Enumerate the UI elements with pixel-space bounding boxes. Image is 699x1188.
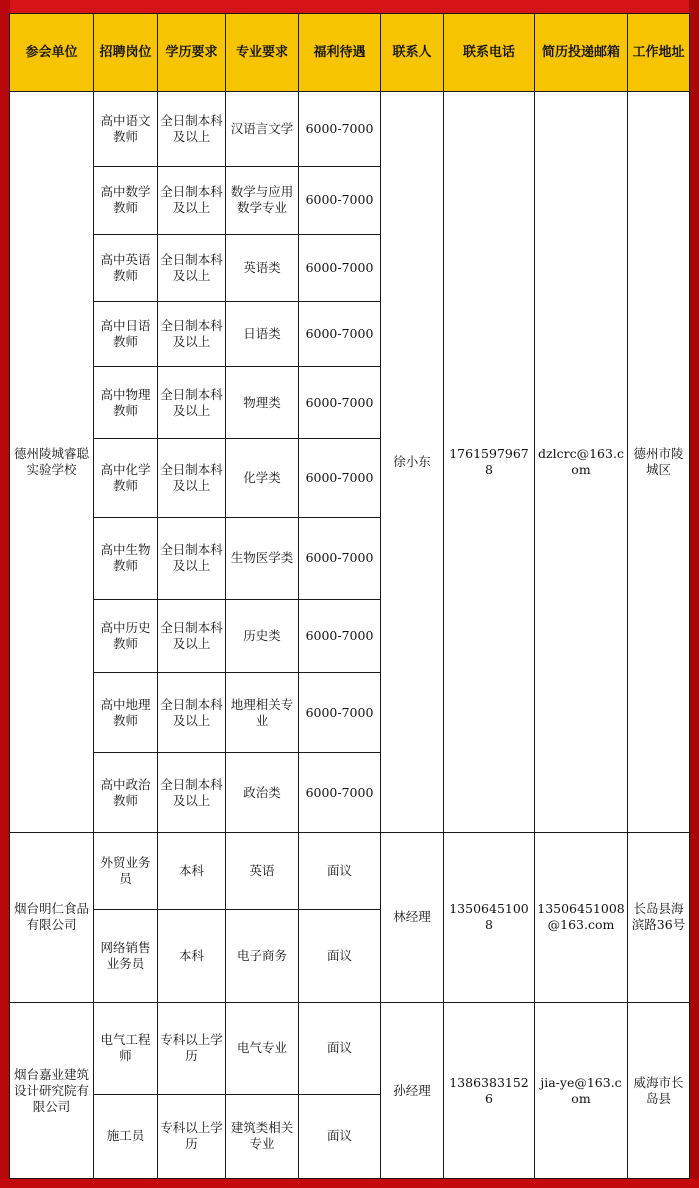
header-phone: 联系电话 xyxy=(444,14,535,92)
header-position: 招聘岗位 xyxy=(94,14,158,92)
education-requirement: 全日制本科及以上 xyxy=(158,439,226,517)
education-requirement: 全日制本科及以上 xyxy=(158,366,226,438)
salary: 面议 xyxy=(299,832,381,909)
education-requirement: 专科以上学历 xyxy=(158,1003,226,1094)
major-requirement: 数学与应用数学专业 xyxy=(226,167,299,234)
recruitment-sheet xyxy=(9,13,689,1179)
salary: 6000-7000 xyxy=(299,517,381,599)
header-education: 学历要求 xyxy=(158,14,226,92)
salary: 面议 xyxy=(299,1094,381,1178)
company-name: 德州陵城睿聪实验学校 xyxy=(10,92,94,833)
salary: 6000-7000 xyxy=(299,92,381,167)
major-requirement: 历史类 xyxy=(226,599,299,672)
contact-phone: 13863831526 xyxy=(444,1003,535,1179)
education-requirement: 全日制本科及以上 xyxy=(158,599,226,672)
salary: 6000-7000 xyxy=(299,167,381,234)
salary: 面议 xyxy=(299,909,381,1002)
position-title: 高中英语教师 xyxy=(94,234,158,301)
recruitment-table xyxy=(9,13,690,1179)
work-address: 德州市陵城区 xyxy=(628,92,690,833)
position-title: 高中历史教师 xyxy=(94,599,158,672)
resume-email: 13506451008@163.com xyxy=(535,832,628,1003)
header-major: 专业要求 xyxy=(226,14,299,92)
salary: 6000-7000 xyxy=(299,234,381,301)
salary: 6000-7000 xyxy=(299,673,381,753)
education-requirement: 全日制本科及以上 xyxy=(158,517,226,599)
table-row xyxy=(10,832,690,909)
company-name: 烟台嘉业建筑设计研究院有限公司 xyxy=(10,1003,94,1179)
contact-phone: 17615979678 xyxy=(444,92,535,833)
salary: 6000-7000 xyxy=(299,301,381,366)
education-requirement: 全日制本科及以上 xyxy=(158,167,226,234)
salary: 面议 xyxy=(299,1003,381,1094)
education-requirement: 全日制本科及以上 xyxy=(158,753,226,832)
resume-email: dzlcrc@163.com xyxy=(535,92,628,833)
education-requirement: 全日制本科及以上 xyxy=(158,673,226,753)
position-title: 高中政治教师 xyxy=(94,753,158,832)
education-requirement: 本科 xyxy=(158,832,226,909)
work-address: 长岛县海滨路36号 xyxy=(628,832,690,1003)
position-title: 外贸业务员 xyxy=(94,832,158,909)
salary: 6000-7000 xyxy=(299,439,381,517)
education-requirement: 全日制本科及以上 xyxy=(158,234,226,301)
major-requirement: 生物医学类 xyxy=(226,517,299,599)
company-name: 烟台明仁食品有限公司 xyxy=(10,832,94,1003)
header-company: 参会单位 xyxy=(10,14,94,92)
salary: 6000-7000 xyxy=(299,599,381,672)
resume-email: jia-ye@163.com xyxy=(535,1003,628,1179)
major-requirement: 地理相关专业 xyxy=(226,673,299,753)
table-row xyxy=(10,1003,690,1094)
position-title: 高中地理教师 xyxy=(94,673,158,753)
salary: 6000-7000 xyxy=(299,366,381,438)
bottom-border-decoration xyxy=(0,1179,699,1188)
contact-person: 孙经理 xyxy=(381,1003,444,1179)
position-title: 电气工程师 xyxy=(94,1003,158,1094)
position-title: 高中日语教师 xyxy=(94,301,158,366)
salary: 6000-7000 xyxy=(299,753,381,832)
major-requirement: 物理类 xyxy=(226,366,299,438)
header-email: 简历投递邮箱 xyxy=(535,14,628,92)
header-salary: 福利待遇 xyxy=(299,14,381,92)
header-row xyxy=(10,14,690,92)
major-requirement: 英语 xyxy=(226,832,299,909)
education-requirement: 全日制本科及以上 xyxy=(158,92,226,167)
position-title: 高中物理教师 xyxy=(94,366,158,438)
position-title: 高中数学教师 xyxy=(94,167,158,234)
contact-phone: 13506451008 xyxy=(444,832,535,1003)
position-title: 高中语文教师 xyxy=(94,92,158,167)
major-requirement: 英语类 xyxy=(226,234,299,301)
education-requirement: 本科 xyxy=(158,909,226,1002)
education-requirement: 全日制本科及以上 xyxy=(158,301,226,366)
header-address: 工作地址 xyxy=(628,14,690,92)
position-title: 施工员 xyxy=(94,1094,158,1178)
major-requirement: 日语类 xyxy=(226,301,299,366)
education-requirement: 专科以上学历 xyxy=(158,1094,226,1178)
position-title: 网络销售业务员 xyxy=(94,909,158,1002)
work-address: 威海市长岛县 xyxy=(628,1003,690,1179)
contact-person: 林经理 xyxy=(381,832,444,1003)
major-requirement: 政治类 xyxy=(226,753,299,832)
header-contact: 联系人 xyxy=(381,14,444,92)
contact-person: 徐小东 xyxy=(381,92,444,833)
position-title: 高中生物教师 xyxy=(94,517,158,599)
right-border-decoration xyxy=(689,0,699,1188)
table-row xyxy=(10,92,690,167)
major-requirement: 电气专业 xyxy=(226,1003,299,1094)
major-requirement: 建筑类相关专业 xyxy=(226,1094,299,1178)
major-requirement: 汉语言文学 xyxy=(226,92,299,167)
major-requirement: 化学类 xyxy=(226,439,299,517)
position-title: 高中化学教师 xyxy=(94,439,158,517)
major-requirement: 电子商务 xyxy=(226,909,299,1002)
